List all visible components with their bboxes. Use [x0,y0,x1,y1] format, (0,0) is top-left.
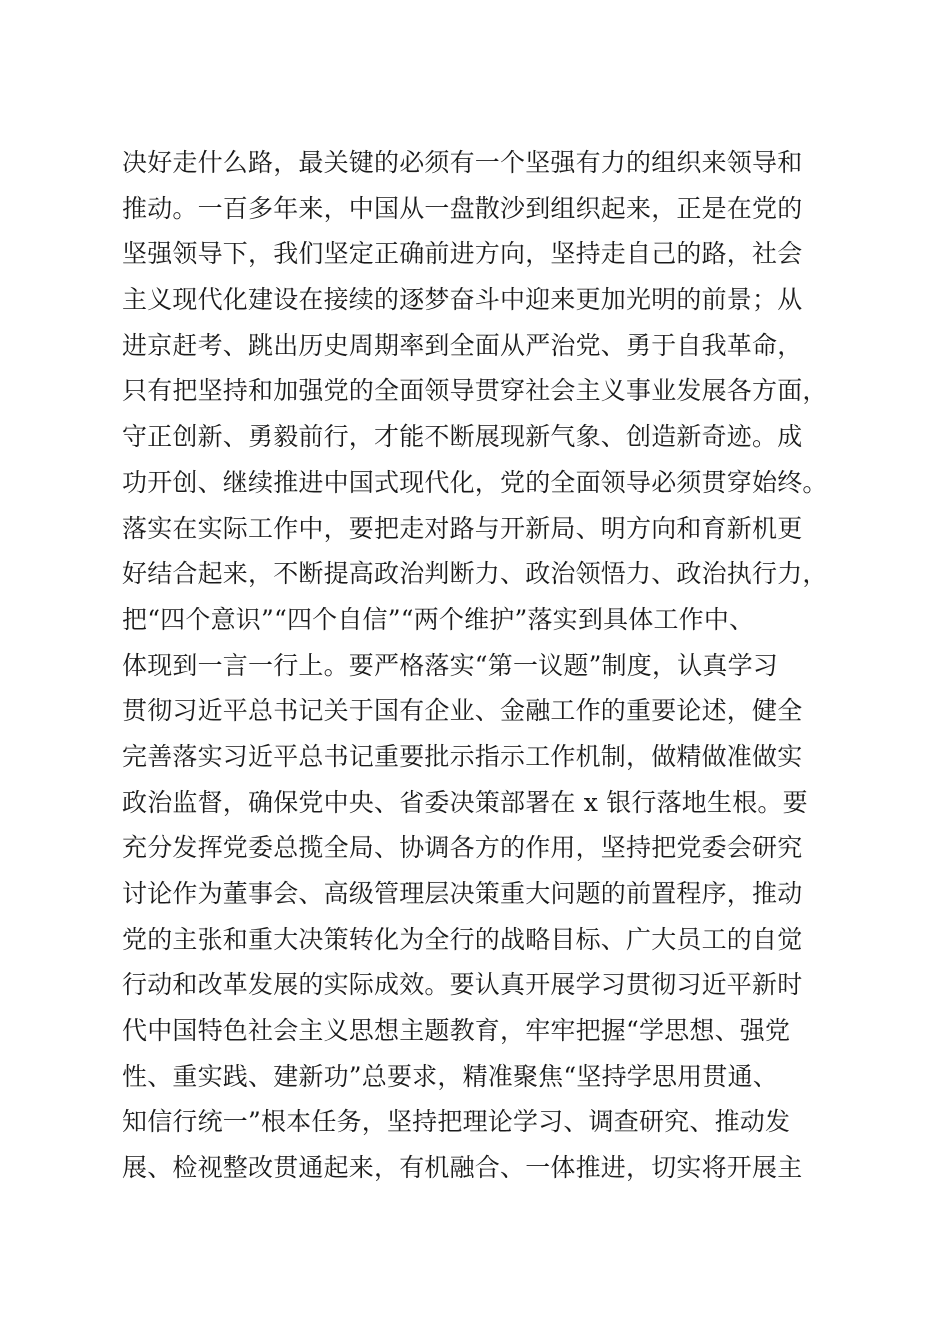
text-line: 党的主张和重大决策转化为全行的战略目标、广大员工的自觉 [122,924,803,954]
text-line: 推动。一百多年来，中国从一盘散沙到组织起来，正是在党的 [122,193,803,223]
text-line: 把“四个意识”“四个自信”“两个维护”落实到具体工作中、 [122,604,755,634]
text-line: 完善落实习近平总书记重要批示指示工作机制，做精做准做实 [122,741,803,771]
text-line: 代中国特色社会主义思想主题教育，牢牢把握“学思想、强党 [122,1016,791,1046]
text-line: 好结合起来，不断提高政治判断力、政治领悟力、政治执行力， [122,559,828,589]
body-paragraph [122,140,842,1191]
text-line: 政治监督，确保党中央、省委决策部署在 x 银行落地生根。要 [122,787,808,817]
text-line: 讨论作为董事会、高级管理层决策重大问题的前置程序，推动 [122,879,803,908]
text-line: 性、重实践、建新功”总要求，精准聚焦“坚持学思用贯通、 [122,1061,778,1091]
text-line: 知信行统一”根本任务，坚持把理论学习、调查研究、推动发 [122,1107,791,1137]
text-line: 充分发挥党委总揽全局、协调各方的作用，坚持把党委会研究 [122,833,803,863]
text-line: 进京赶考、跳出历史周期率到全面从严治党、勇于自我革命， [122,330,803,360]
text-line: 坚强领导下，我们坚定正确前进方向，坚持走自己的路，社会 [122,239,803,269]
text-line: 展、检视整改贯通起来，有机融合、一体推进，切实将开展主 [122,1153,803,1183]
text-line: 守正创新、勇毅前行，才能不断展现新气象、创造新奇迹。成 [122,422,803,452]
text-line: 功开创、继续推进中国式现代化，党的全面领导必须贯穿始终。 [122,467,828,497]
text-line: 主义现代化建设在接续的逐梦奋斗中迎来更加光明的前景；从 [122,285,803,315]
text-line: 只有把坚持和加强党的全面领导贯穿社会主义事业发展各方面， [122,376,828,406]
text-line: 贯彻习近平总书记关于国有企业、金融工作的重要论述，健全 [122,696,803,726]
text-line: 体现到一言一行上。要严格落实“第一议题”制度，认真学习 [122,650,778,680]
text-line: 行动和改革发展的实际成效。要认真开展学习贯彻习近平新时 [122,970,803,1000]
text-line: 决好走什么路，最关键的必须有一个坚强有力的组织来领导和 [122,148,803,177]
text-line: 落实在实际工作中，要把走对路与开新局、明方向和育新机更 [122,513,803,543]
